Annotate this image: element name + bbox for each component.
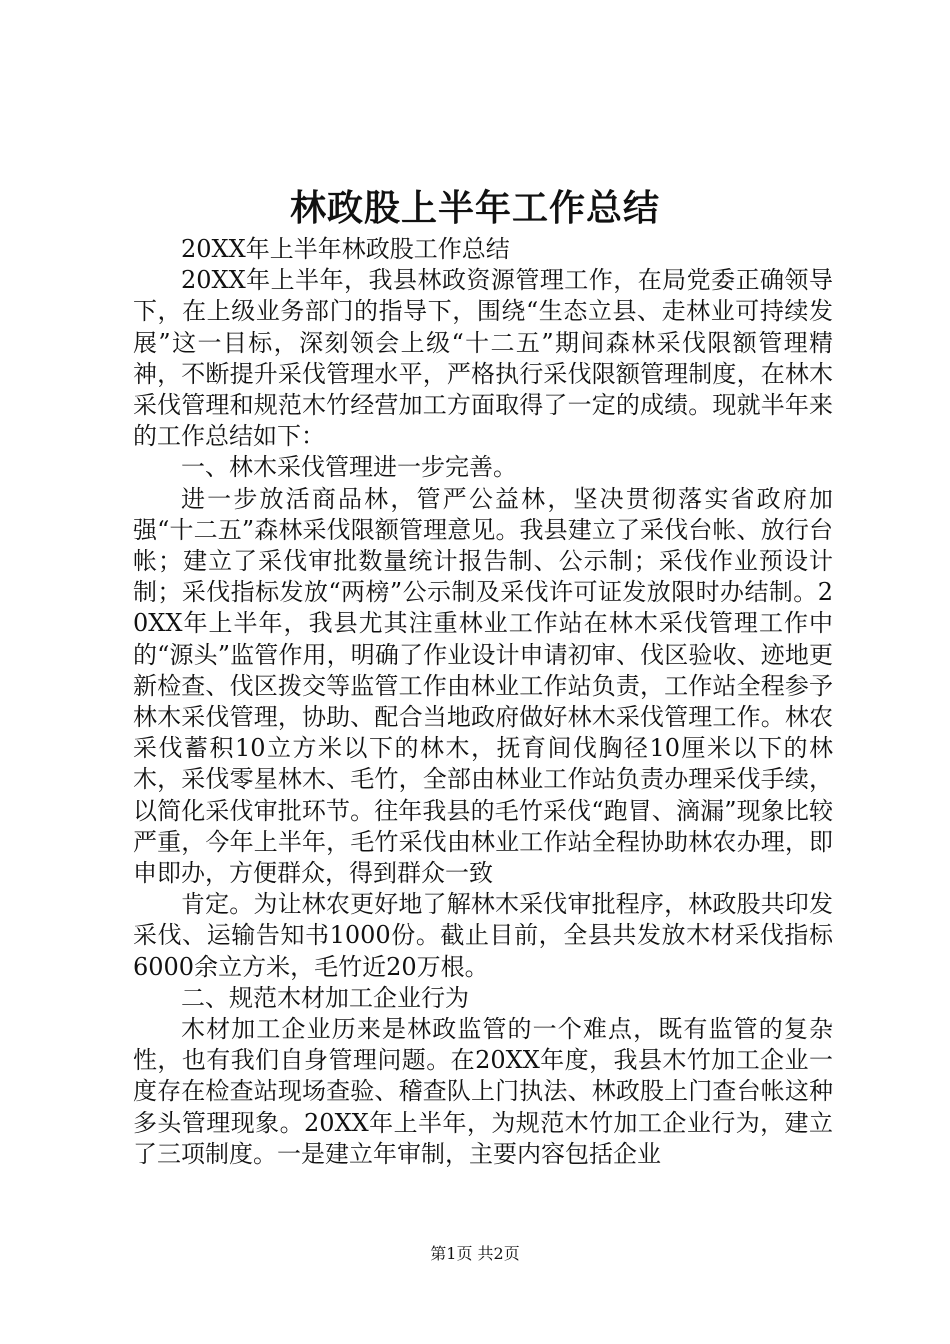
paragraph-section-2: 木材加工企业历来是林政监管的一个难点，既有监管的复杂性，也有我们自身管理问题。在20XX年度，我县木竹加工企业一度存在检查站现场查验、稽查队上门执法、林政股上门查台帐这种多头管理现象。20XX年上半年，为规范木竹加工企业行为，建立了三项制度。一是建立年审制，主要内容包括企业 <box>133 1015 833 1168</box>
paragraph-section-1-cont: 肯定。为让林农更好地了解林木采伐审批程序，林政股共印发采伐、运输告知书1000份。截止目前，全县共发放木材采伐指标6000余立方米，毛竹近20万根。 <box>133 890 833 981</box>
page-footer: 第1页 共2页 <box>430 1244 520 1263</box>
section-heading-1: 一、林木采伐管理进一步完善。 <box>181 453 517 482</box>
paragraph-subtitle: 20XX年上半年林政股工作总结 <box>181 235 510 263</box>
document-body <box>133 234 833 1170</box>
section-heading-2: 二、规范木材加工企业行为 <box>181 983 469 1012</box>
paragraph-section-1: 进一步放活商品林，管严公益林，坚决贯彻落实省政府加强“十二五”森林采伐限额管理意见。我县建立了采伐台帐、放行台帐；建立了采伐审批数量统计报告制、公示制；采伐作业预设计制；采伐指标发放“两榜”公示制及采伐许可证发放限时办结制。20XX年上半年，我县尤其注重林业工作站在林木采伐管理工作中的“源头”监管作用，明确了作业设计申请初审、伐区验收、迹地更新检查、伐区拨交等监管工作由林业工作站负责，工作站全程参予林木采伐管理，协助、配合当地政府做好林木采伐管理工作。林农采伐蓄积10立方米以下的林木，抚育间伐胸径10厘米以下的林木，采伐零星林木、毛竹，全部由林业工作站负责办理采伐手续，以简化采伐审批环节。往年我县的毛竹采伐“跑冒、滴漏”现象比较严重，今年上半年，毛竹采伐由林业工作站全程协助林农办理，即申即办，方便群众，得到群众一致 <box>133 484 833 888</box>
document-title: 林政股上半年工作总结 <box>289 187 660 229</box>
paragraph-intro: 20XX年上半年，我县林政资源管理工作，在局党委正确领导下，在上级业务部门的指导下，围绕“生态立县、走林业可持续发展”这一目标，深刻领会上级“十二五”期间森林采伐限额管理精神，不断提升采伐管理水平，严格执行采伐限额管理制度，在林木采伐管理和规范木竹经营加工方面取得了一定的成绩。现就半年来的工作总结如下： <box>133 266 833 451</box>
